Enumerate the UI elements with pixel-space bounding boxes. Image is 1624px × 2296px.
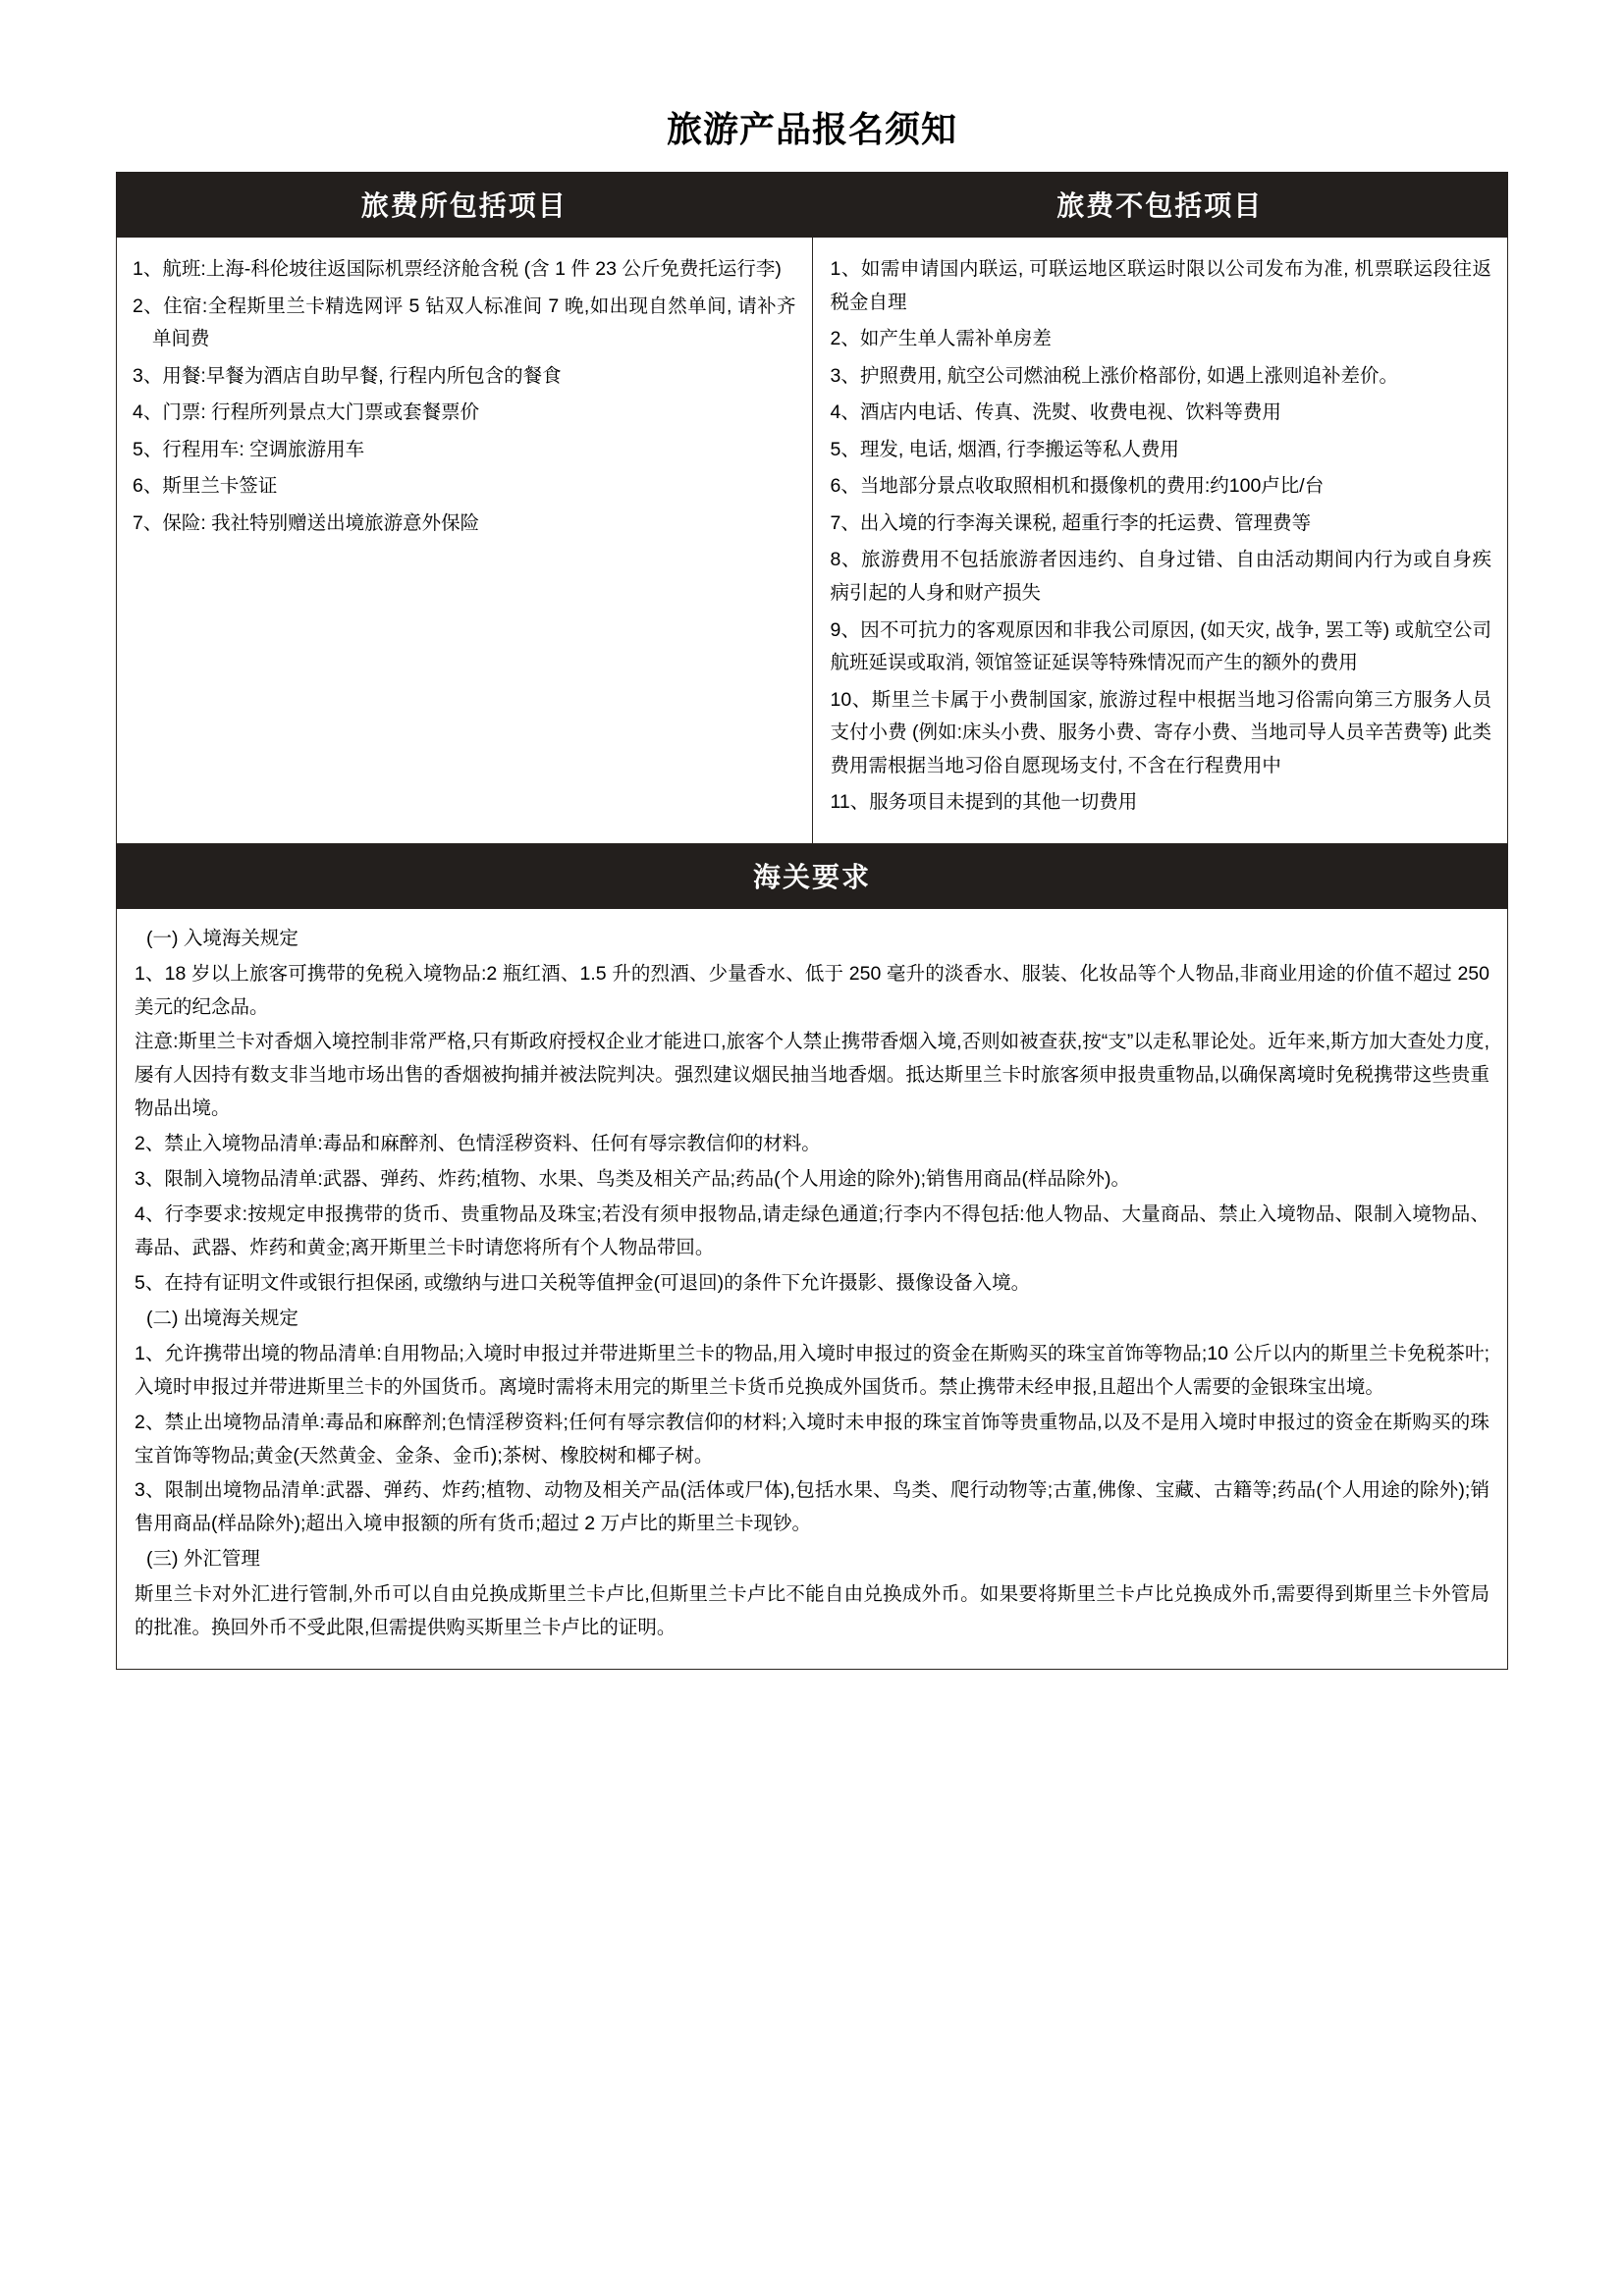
excluded-item: 4、酒店内电话、传真、洗熨、收费电视、饮料等费用: [830, 401, 1281, 424]
included-item: 1、航班:上海-科伦坡往返国际机票经济舱含税 (含 1 件 23 公斤免费托运行李): [133, 258, 782, 281]
header-included: 旅费所包括项目: [117, 173, 813, 238]
included-item: 4、门票: 行程所列景点大门票或套餐票价: [133, 401, 480, 424]
customs-header-row: [117, 843, 1508, 908]
customs-line: (三) 外汇管理: [146, 1548, 260, 1571]
excluded-item: 1、如需申请国内联运, 可联运地区联运时限以公司发布为准, 机票联运段往返税金自理: [830, 258, 1491, 313]
customs-line: 2、禁止入境物品清单:毒品和麻醉剂、色情淫秽资料、任何有辱宗教信仰的材料。: [135, 1133, 821, 1155]
customs-line: 1、允许携带出境的物品清单:自用物品;入境时申报过并带进斯里兰卡的物品,用入境时申报过的资金在斯购买的珠宝首饰等物品;10 公斤以内的斯里兰卡免税茶叶;入境时申报过并带进斯里兰卡的外国货币。离境时需将未用完的斯里兰卡货币兑换成外国货币。禁止携带未经申报,且超出个人需要的金银珠宝出境。: [135, 1342, 1489, 1398]
customs-line: 2、禁止出境物品清单:毒品和麻醉剂;色情淫秽资料;任何有辱宗教信仰的材料;入境时未申报的珠宝首饰等贵重物品,以及不是用入境时申报过的资金在斯购买的珠宝首饰等物品;黄金(天然黄金、金条、金币);茶树、橡胶树和椰子树。: [135, 1411, 1489, 1467]
excluded-item: 6、当地部分景点收取照相机和摄像机的费用:约100卢比/台: [830, 475, 1325, 498]
table-content-row: [117, 238, 1508, 844]
table-header-row: [117, 173, 1508, 238]
excluded-item: 9、因不可抗力的客观原因和非我公司原因, (如天灾, 战争, 罢工等) 或航空公司航班延误或取消, 领馆签证延误等特殊情况而产生的额外的费用: [830, 618, 1491, 674]
customs-line: (一) 入境海关规定: [146, 927, 298, 949]
customs-line: 3、限制出境物品清单:武器、弹药、炸药;植物、动物及相关产品(活体或尸体),包括水果、鸟类、爬行动物等;古董,佛像、宝藏、古籍等;药品(个人用途的除外);销售用商品(样品除外);超出入境申报额的所有货币;超过 2 万卢比的斯里兰卡现钞。: [135, 1479, 1489, 1535]
excluded-item: 11、服务项目未提到的其他一切费用: [830, 791, 1138, 814]
customs-line: 4、行李要求:按规定申报携带的货币、贵重物品及珠宝;若没有须申报物品,请走绿色通道;行李内不得包括:他人物品、大量商品、禁止入境物品、限制入境物品、毒品、武器、炸药和黄金;离开斯里兰卡时请您将所有个人物品带回。: [135, 1203, 1489, 1258]
excluded-item: 5、理发, 电话, 烟酒, 行李搬运等私人费用: [830, 438, 1179, 460]
excluded-item: 8、旅游费用不包括旅游者因违约、自身过错、自由活动期间内行为或自身疾病引起的人身和财产损失: [830, 549, 1491, 604]
header-customs: 海关要求: [117, 843, 1508, 908]
page-title: 旅游产品报名须知: [666, 109, 957, 149]
excluded-item: 7、出入境的行李海关课税, 超重行李的托运费、管理费等: [830, 511, 1312, 534]
excluded-item: 3、护照费用, 航空公司燃油税上涨价格部份, 如遇上涨则追补差价。: [830, 364, 1399, 387]
notice-table: [116, 172, 1508, 1670]
header-excluded: 旅费不包括项目: [812, 173, 1508, 238]
included-item: 3、用餐:早餐为酒店自助早餐, 行程内所包含的餐食: [133, 364, 562, 387]
included-item: 5、行程用车: 空调旅游用车: [133, 438, 365, 460]
customs-line: 3、限制入境物品清单:武器、弹药、炸药;植物、水果、鸟类及相关产品;药品(个人用途的除外);销售用商品(样品除外)。: [135, 1168, 1130, 1191]
included-item: 7、保险: 我社特别赠送出境旅游意外保险: [133, 511, 480, 534]
included-item: 2、住宿:全程斯里兰卡精选网评 5 钻双人标准间 7 晚,如出现自然单间, 请补齐单间费: [133, 294, 796, 350]
excluded-item: 10、斯里兰卡属于小费制国家, 旅游过程中根据当地习俗需向第三方服务人员支付小费 (例如:床头小费、服务小费、寄存小费、当地司导人员辛苦费等) 此类费用需根据当地习俗自愿现场支付, 不含在行程费用中: [830, 688, 1491, 776]
customs-line: 5、在持有证明文件或银行担保函, 或缴纳与进口关税等值押金(可退回)的条件下允许摄影、摄像设备入境。: [135, 1271, 1031, 1294]
customs-body-cell: [117, 908, 1508, 1669]
included-item: 6、斯里兰卡签证: [133, 475, 278, 498]
customs-line: 斯里兰卡对外汇进行管制,外币可以自由兑换成斯里兰卡卢比,但斯里兰卡卢比不能自由兑换成外币。如果要将斯里兰卡卢比兑换成外币,需要得到斯里兰卡外管局的批准。换回外币不受此限,但需提供购买斯里兰卡卢比的证明。: [135, 1583, 1489, 1639]
excluded-items-cell: [812, 238, 1508, 844]
customs-content-row: [117, 908, 1508, 1669]
customs-line: 1、18 岁以上旅客可携带的免税入境物品:2 瓶红酒、1.5 升的烈酒、少量香水、低于 250 毫升的淡香水、服装、化妆品等个人物品,非商业用途的价值不超过 250 美元的纪念品。: [135, 962, 1489, 1018]
customs-line: (二) 出境海关规定: [146, 1307, 298, 1329]
excluded-item: 2、如产生单人需补单房差: [830, 328, 1052, 350]
customs-line: 注意:斯里兰卡对香烟入境控制非常严格,只有斯政府授权企业才能进口,旅客个人禁止携带香烟入境,否则如被查获,按“支”以走私罪论处。近年来,斯方加大查处力度,屡有人因持有数支非当地市场出售的香烟被拘捕并被法院判决。强烈建议烟民抽当地香烟。抵达斯里兰卡时旅客须申报贵重物品,以确保离境时免税携带这些贵重物品出境。: [135, 1031, 1489, 1120]
included-items-cell: [117, 238, 813, 844]
